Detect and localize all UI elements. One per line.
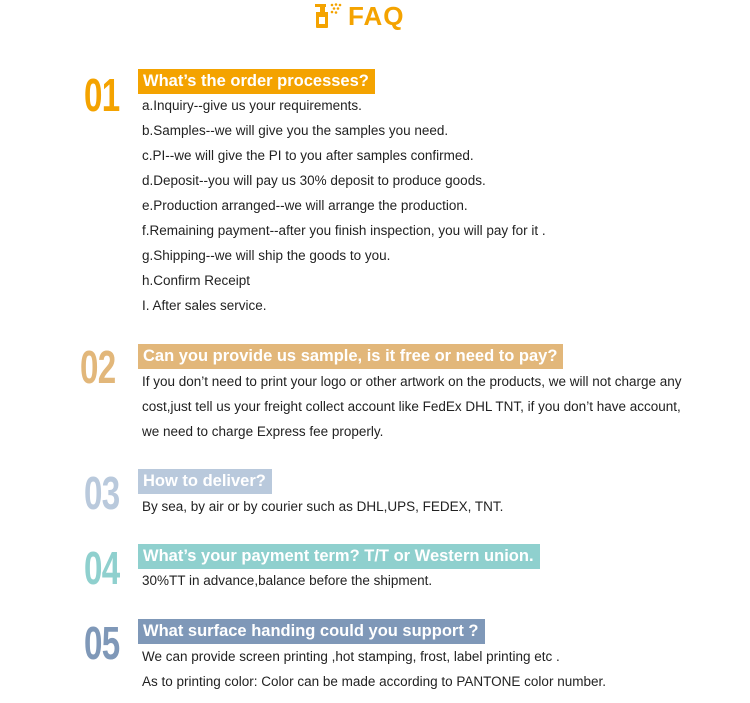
answer-line: If you don’t need to print your logo or other artwork on the products, we will not charge any bbox=[142, 374, 682, 389]
faq-number: 02 bbox=[80, 341, 116, 393]
answer-line: g.Shipping--we will ship the goods to you. bbox=[142, 248, 391, 263]
faq-item-2 bbox=[0, 341, 750, 444]
faq-answer bbox=[142, 644, 606, 694]
faq-item-1 bbox=[0, 69, 750, 319]
answer-line: I. After sales service. bbox=[142, 298, 267, 313]
faq-number: 01 bbox=[84, 69, 120, 121]
answer-line: we need to charge Express fee properly. bbox=[142, 424, 384, 439]
answer-line: As to printing color: Color can be made according to PANTONE color number. bbox=[142, 674, 606, 689]
faq-number: 04 bbox=[84, 542, 120, 594]
faq-answer bbox=[142, 494, 503, 519]
answer-line: cost,just tell us your freight collect account like FedEx DHL TNT, if you don’t have account, bbox=[142, 399, 681, 414]
faq-question: What surface handing could you support ? bbox=[138, 619, 485, 644]
faq-question: What’s your payment term? T/T or Western union. bbox=[138, 544, 540, 569]
faq-number: 03 bbox=[84, 467, 120, 519]
spray-bottle-icon bbox=[313, 3, 343, 29]
answer-line: d.Deposit--you will pay us 30% deposit to produce goods. bbox=[142, 173, 486, 188]
faq-question: What’s the order processes? bbox=[138, 69, 375, 94]
faq-answer bbox=[142, 369, 682, 444]
answer-line: h.Confirm Receipt bbox=[142, 273, 251, 288]
answer-line: e.Production arranged--we will arrange the production. bbox=[142, 198, 468, 213]
faq-answer bbox=[142, 568, 432, 593]
answer-line: 30%TT in advance,balance before the shipment. bbox=[142, 573, 433, 588]
faq-item-5 bbox=[0, 619, 750, 699]
faq-number: 05 bbox=[84, 617, 120, 669]
answer-line: By sea, by air or by courier such as DHL,UPS, FEDEX, TNT. bbox=[142, 499, 504, 514]
answer-line: We can provide screen printing ,hot stamping, frost, label printing etc . bbox=[142, 649, 560, 664]
faq-answer bbox=[142, 93, 546, 318]
faq-question: Can you provide us sample, is it free or need to pay? bbox=[138, 344, 563, 369]
faq-item-3 bbox=[0, 469, 750, 519]
answer-line: c.PI--we will give the PI to you after samples confirmed. bbox=[142, 148, 474, 163]
answer-line: a.Inquiry--give us your requirements. bbox=[142, 98, 362, 113]
answer-line: f.Remaining payment--after you finish inspection, you will pay for it . bbox=[142, 223, 546, 238]
faq-item-4 bbox=[0, 544, 750, 594]
faq-header bbox=[0, 0, 750, 34]
faq-question: How to deliver? bbox=[138, 469, 272, 494]
page-title: FAQ bbox=[348, 1, 405, 31]
answer-line: b.Samples--we will give you the samples you need. bbox=[142, 123, 449, 138]
